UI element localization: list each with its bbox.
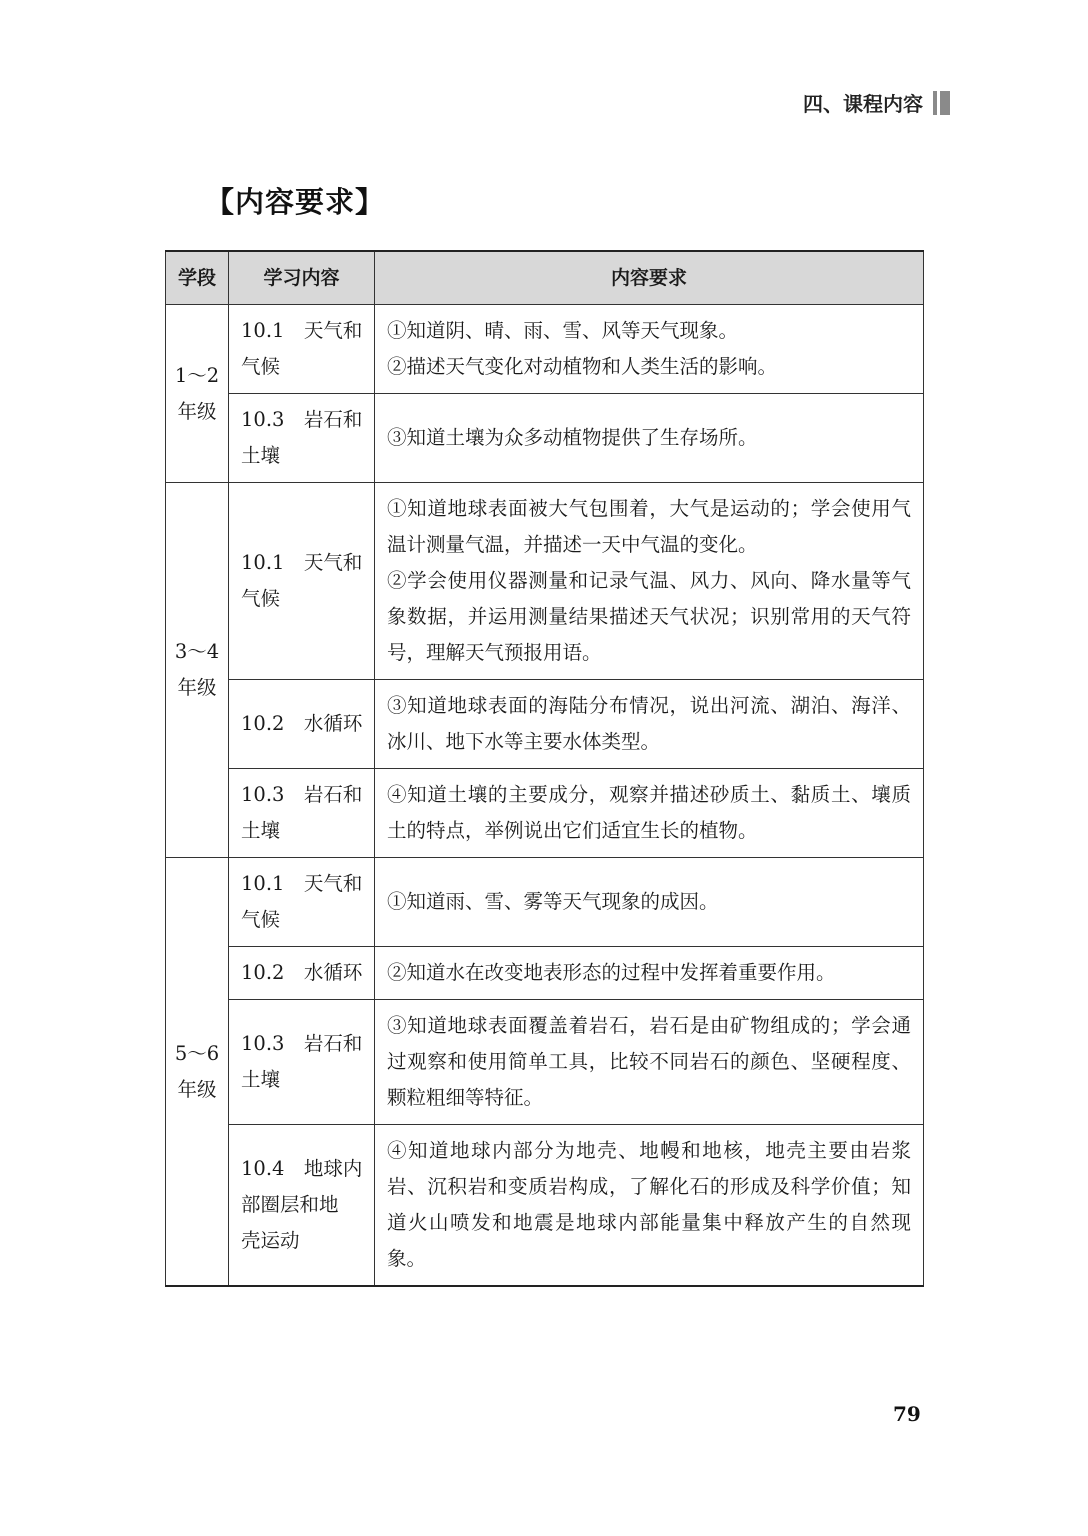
requirement-cell (375, 305, 924, 394)
topic-line: 土壤 (241, 444, 281, 467)
topic-cell (229, 394, 375, 483)
requirement-cell (375, 1000, 924, 1125)
requirement-cell (375, 947, 924, 1000)
requirement-item: ③知道地球表面覆盖着岩石，岩石是由矿物组成的；学会通过观察和使用简单工具，比较不同岩石的颜色、坚硬程度、颗粒粗细等特征。 (387, 1014, 911, 1109)
grade-label: 年级 (177, 676, 217, 699)
requirement-item: ①知道阴、晴、雨、雪、风等天气现象。 (387, 319, 739, 342)
page-number: 79 (893, 1402, 921, 1426)
requirement-cell (375, 394, 924, 483)
requirement-item: ①知道雨、雪、雾等天气现象的成因。 (387, 890, 719, 913)
column-header-grade: 学段 (166, 251, 229, 305)
requirement-item: ②描述天气变化对动植物和人类生活的影响。 (387, 355, 778, 378)
grade-range: 1～2 (174, 363, 220, 387)
table-row (166, 680, 924, 769)
topic-line: 土壤 (241, 819, 281, 842)
requirement-cell (375, 769, 924, 858)
section-title: 【内容要求】 (205, 185, 386, 219)
topic-cell (229, 680, 375, 769)
topic-line: 土壤 (241, 1068, 281, 1091)
grade-label: 年级 (177, 1077, 217, 1101)
topic-cell (229, 1125, 375, 1287)
topic-line: 气候 (241, 355, 281, 378)
requirement-item: ②知道水在改变地表形态的过程中发挥着重要作用。 (387, 961, 836, 984)
requirement-item: ③知道地球表面的海陆分布情况，说出河流、湖泊、海洋、冰川、地下水等主要水体类型。 (387, 694, 911, 753)
topic-line: 气候 (241, 587, 281, 610)
grade-label: 年级 (177, 399, 217, 423)
topic-line: 10.1 天气和 (241, 872, 363, 895)
topic-line: 部圈层和地 (241, 1193, 339, 1216)
requirement-cell (375, 858, 924, 947)
topic-line: 10.2 水循环 (241, 712, 363, 735)
requirement-cell (375, 1125, 924, 1287)
requirement-item: ④知道地球内部分为地壳、地幔和地核，地壳主要由岩浆岩、沉积岩和变质岩构成，了解化石的形成及科学价值；知道火山喷发和地震是地球内部能量集中释放产生的自然现象。 (387, 1139, 911, 1270)
topic-line: 10.2 水循环 (241, 961, 363, 984)
topic-cell (229, 305, 375, 394)
topic-line: 气候 (241, 908, 281, 931)
topic-line: 10.3 岩石和 (241, 783, 363, 806)
table-row (166, 769, 924, 858)
requirement-item: ①知道地球表面被大气包围着，大气是运动的；学会使用气温计测量气温，并描述一天中气温的变化。 (387, 497, 911, 556)
topic-cell (229, 947, 375, 1000)
topic-line: 10.4 地球内 (241, 1157, 363, 1180)
requirement-cell (375, 483, 924, 680)
running-header-text: 四、课程内容 (803, 92, 923, 116)
content-requirements-table (165, 250, 924, 1287)
header-bar-mark (933, 91, 950, 115)
grade-range: 5～6 (174, 1041, 220, 1065)
table-row (166, 305, 924, 394)
grade-range: 3～4 (174, 640, 220, 663)
topic-line: 10.1 天气和 (241, 319, 363, 342)
grade-cell (166, 858, 229, 1287)
running-header (803, 88, 950, 117)
table-row (166, 483, 924, 680)
requirement-item: ④知道土壤的主要成分，观察并描述砂质土、黏质土、壤质土的特点，举例说出它们适宜生长的植物。 (387, 783, 911, 842)
table-header-row (166, 251, 924, 305)
topic-cell (229, 1000, 375, 1125)
table-row (166, 1125, 924, 1287)
column-header-topic: 学习内容 (229, 251, 375, 305)
table-row (166, 394, 924, 483)
topic-cell (229, 483, 375, 680)
requirement-item: ③知道土壤为众多动植物提供了生存场所。 (387, 426, 758, 449)
topic-cell (229, 769, 375, 858)
column-header-requirements: 内容要求 (375, 251, 924, 305)
topic-line: 10.1 天气和 (241, 551, 363, 574)
table-row (166, 947, 924, 1000)
topic-line: 10.3 岩石和 (241, 408, 363, 431)
table-row (166, 1000, 924, 1125)
grade-cell (166, 305, 229, 483)
table-row (166, 858, 924, 947)
grade-cell (166, 483, 229, 858)
topic-cell (229, 858, 375, 947)
requirement-item: ②学会使用仪器测量和记录气温、风力、风向、降水量等气象数据，并运用测量结果描述天气状况；识别常用的天气符号，理解天气预报用语。 (387, 569, 911, 664)
topic-line: 壳运动 (241, 1229, 300, 1252)
topic-line: 10.3 岩石和 (241, 1032, 363, 1055)
requirement-cell (375, 680, 924, 769)
